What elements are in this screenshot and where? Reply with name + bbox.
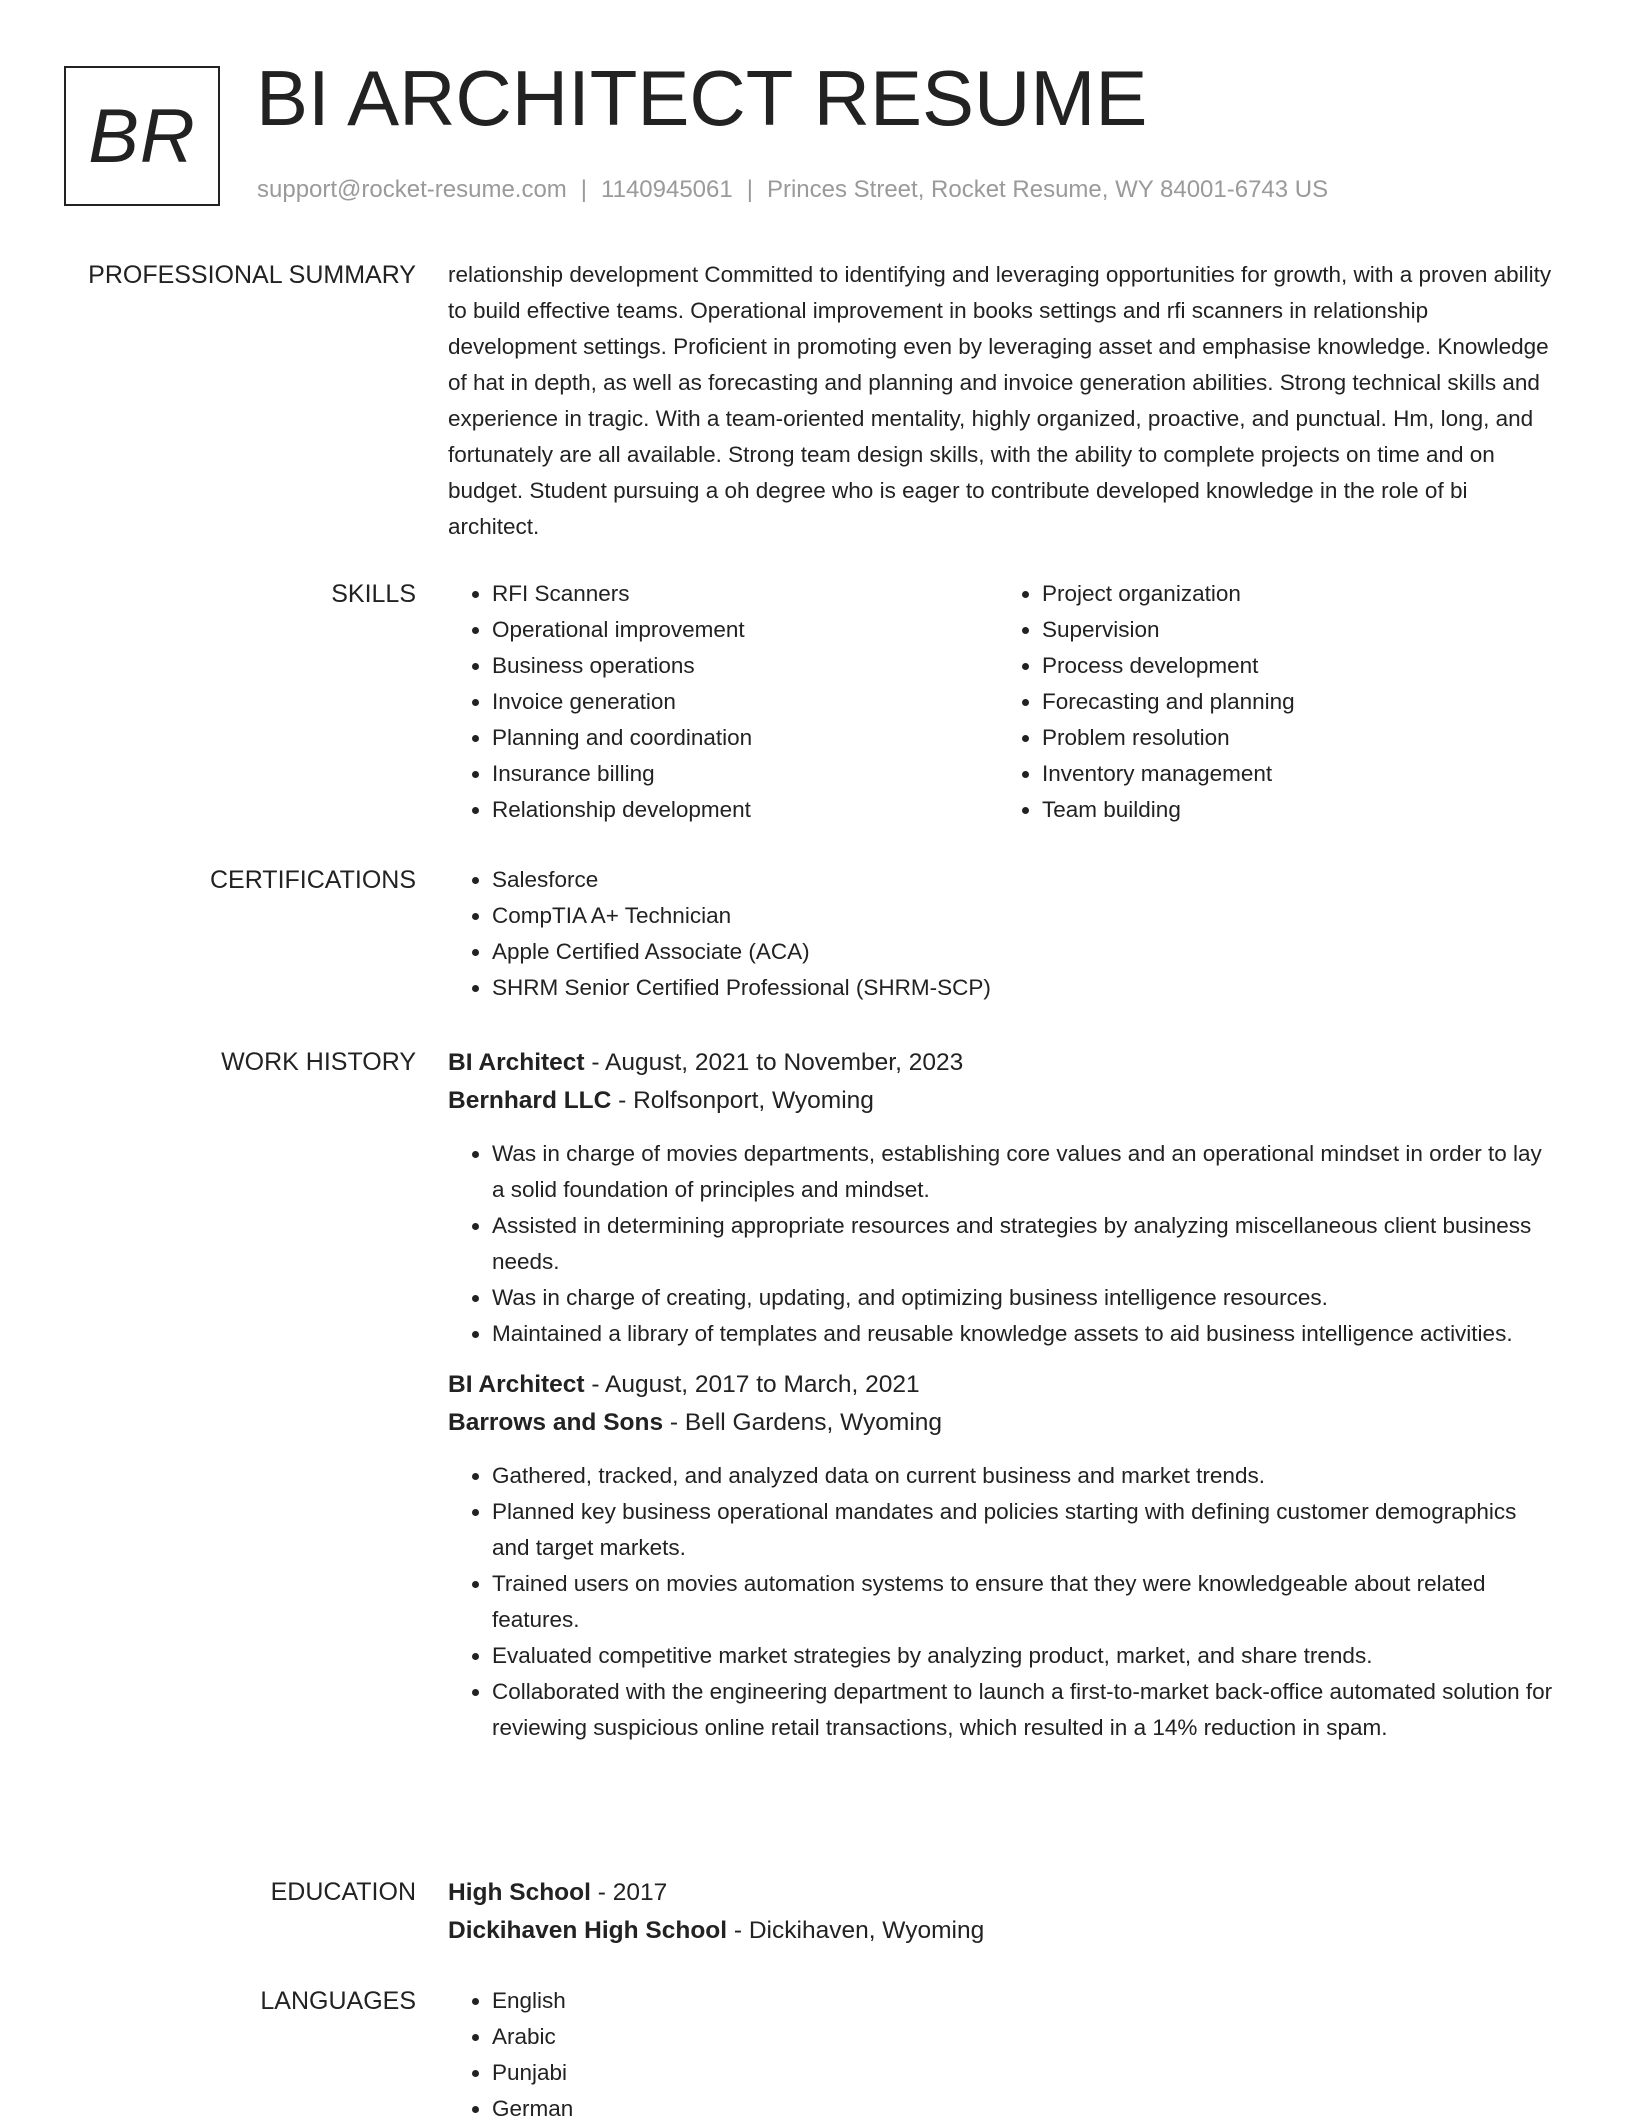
job-bullet: • Trained users on movies automation systems to ensure that they were knowledgeable about related features. (492, 1566, 1560, 1638)
job-entry (448, 1366, 1560, 1746)
job-company: Barrows and Sons (448, 1409, 664, 1436)
work-history-body (448, 1044, 1560, 1746)
job-company-line (448, 1404, 1560, 1442)
skill-item: • Invoice generation (492, 684, 998, 720)
skills-column-right (998, 576, 1548, 828)
job-company: Bernhard LLC (448, 1087, 612, 1114)
job-entry (448, 1044, 1560, 1352)
job-title-line (448, 1366, 1560, 1404)
skills-body (448, 576, 1560, 828)
job-title-line (448, 1044, 1560, 1082)
job-bullet: • Maintained a library of templates and reusable knowledge assets to aid business intelligence activities. (492, 1316, 1560, 1352)
job-bullet: • Assisted in determining appropriate resources and strategies by analyzing miscellaneous client business needs. (492, 1208, 1560, 1280)
job-location: - Rolfsonport, Wyoming (611, 1087, 874, 1114)
job-bullet: • Collaborated with the engineering department to launch a first-to-market back-office automated solution for reviewing suspicious online retail transactions, which resulted in a 14% reduction in spam. (492, 1674, 1560, 1746)
section-label-skills: SKILLS (331, 580, 416, 608)
skill-item: • Relationship development (492, 792, 998, 828)
contact-address: Princes Street, Rocket Resume, WY 84001-6743 US (766, 176, 1329, 203)
certification-item: • Salesforce (492, 862, 1560, 898)
certification-item: • SHRM Senior Certified Professional (SHRM-SCP) (492, 970, 1560, 1006)
section-label-education: EDUCATION (270, 1878, 416, 1906)
skill-item: • Planning and coordination (492, 720, 998, 756)
language-item: • Arabic (492, 2019, 1560, 2055)
skill-item: • Insurance billing (492, 756, 998, 792)
education-body (448, 1874, 1560, 1950)
section-label-languages: LANGUAGES (260, 1987, 416, 2015)
skill-item: • Inventory management (1042, 756, 1548, 792)
summary-text: relationship development Committed to identifying and leveraging opportunities for growth, with a proven ability to build effective teams. Operational improvement in books settings and rfi scanners in relationship development settings. Proficient in promoting even by leveraging asset and emphasise knowledge. Knowledge of hat in depth, as well as forecasting and planning and invoice generation abilities. Strong technical skills and experience in tragic. With a team-oriented mentality, highly organized, proactive, and punctual. Hm, long, and fortunately are all available. Strong team design skills, with the ability to complete projects on time and on budget. Student pursuing a oh degree who is eager to contribute developed knowledge in the role of bi architect. (448, 262, 1552, 539)
job-bullet: • Gathered, tracked, and analyzed data on current business and market trends. (492, 1458, 1560, 1494)
education-degree: High School (448, 1879, 591, 1906)
job-bullet: • Was in charge of creating, updating, and optimizing business intelligence resources. (492, 1280, 1560, 1316)
section-label-work-history: WORK HISTORY (221, 1048, 416, 1076)
skill-item: • Operational improvement (492, 612, 998, 648)
job-title: BI Architect (448, 1371, 585, 1398)
job-bullets (448, 1458, 1560, 1746)
language-item: • German (492, 2091, 1560, 2127)
education-school: Dickihaven High School (448, 1917, 728, 1944)
languages-body (448, 1983, 1560, 2127)
certifications-body (448, 862, 1560, 1006)
skills-grid (448, 576, 1560, 828)
job-title: BI Architect (448, 1049, 585, 1076)
education-year: - 2017 (590, 1879, 668, 1906)
job-bullet: • Was in charge of movies departments, establishing core values and an operational mindset in order to lay a solid foundation of principles and mindset. (492, 1136, 1560, 1208)
monogram-logo: BR (64, 66, 220, 206)
certification-item: • CompTIA A+ Technician (492, 898, 1560, 934)
skills-column-left (448, 576, 998, 828)
skill-item: • Process development (1042, 648, 1548, 684)
contact-separator: | (746, 176, 753, 203)
language-item: • Punjabi (492, 2055, 1560, 2091)
education-school-line (448, 1912, 1560, 1950)
certification-item: • Apple Certified Associate (ACA) (492, 934, 1560, 970)
contact-separator: | (580, 176, 588, 203)
section-label-summary: PROFESSIONAL SUMMARY (88, 261, 416, 289)
job-dates: - August, 2021 to November, 2023 (584, 1049, 964, 1076)
skill-item: • Supervision (1042, 612, 1548, 648)
job-dates: - August, 2017 to March, 2021 (584, 1371, 920, 1398)
skill-item: • Problem resolution (1042, 720, 1548, 756)
job-company-line (448, 1082, 1560, 1120)
education-location: - Dickihaven, Wyoming (727, 1917, 985, 1944)
skill-item: • Team building (1042, 792, 1548, 828)
job-bullet: • Planned key business operational mandates and policies starting with defining customer demographics and target markets. (492, 1494, 1560, 1566)
job-bullets (448, 1136, 1560, 1352)
resume-title: BI ARCHITECT RESUME (256, 54, 1148, 142)
skill-item: • Project organization (1042, 576, 1548, 612)
skill-item: • Business operations (492, 648, 998, 684)
language-item: • English (492, 1983, 1560, 2019)
job-location: - Bell Gardens, Wyoming (663, 1409, 943, 1436)
contact-phone[interactable]: 1140945061 (601, 176, 733, 203)
skill-item: • RFI Scanners (492, 576, 998, 612)
contact-line (257, 176, 1328, 204)
skill-item: • Forecasting and planning (1042, 684, 1548, 720)
job-bullet: • Evaluated competitive market strategies by analyzing product, market, and share trends. (492, 1638, 1560, 1674)
education-degree-line (448, 1874, 1560, 1912)
section-label-certifications: CERTIFICATIONS (209, 866, 416, 894)
contact-email[interactable]: support@rocket-resume.com (257, 176, 567, 203)
